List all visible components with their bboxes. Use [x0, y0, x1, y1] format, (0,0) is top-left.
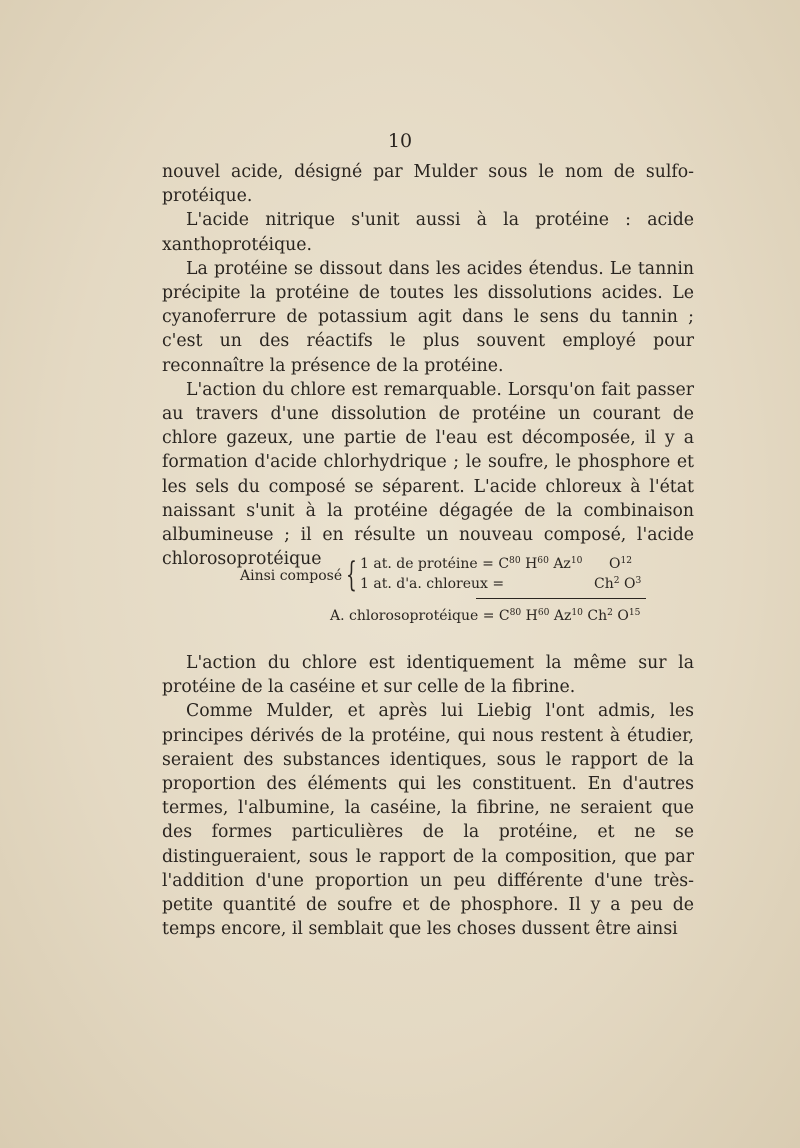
text-block-bottom — [162, 651, 694, 941]
paragraph: L'acide nitrique s'unit aussi à la protéine : acide xanthoprotéique. — [162, 210, 694, 255]
formula-oxygen-1: $O^{12}$ — [609, 556, 633, 572]
text-block-top — [162, 160, 694, 571]
page-number: 10 — [387, 130, 413, 152]
formula-label: Ainsi composé — [240, 568, 343, 584]
formula-result: A. chlorosoprotéique = $C^{80}$ $H^{60}$ Az$^{10}$ Ch$^2$ $O^{15}$ — [330, 608, 641, 624]
paragraph: L'action du chlore est remarquable. Lorsqu'on fait passer au travers d'une dissolution de protéine un courant de chlore gazeux, une partie de l'eau est décomposée, il y a formation d'acide chlorhydrique ; le soufre, le phosphore et les sels du composé se séparent. L'acide chloreux à l'état naissant s'unit à la protéine dégagée de la combinaison albumineuse ; il en résulte un nouveau composé, l'acide chlorosoprotéique — [162, 379, 694, 570]
formula-row-proteine: 1 at. de protéine = $C^{80}$ $H^{60}$ Az$^{10}$ — [360, 556, 583, 572]
formula-row-chloreux: 1 at. d'a. chloreux = — [360, 576, 505, 592]
chemical-formula — [240, 553, 660, 633]
formula-sum-rule — [476, 598, 646, 599]
paragraph: L'action du chlore est identiquement la même sur la protéine de la caséine et sur celle de la fibrine. — [162, 653, 694, 698]
paragraph: nouvel acide, désigné par Mulder sous le nom de sulfo-protéique. — [162, 162, 694, 207]
brace-symbol: { — [346, 555, 357, 595]
paragraph: La protéine se dissout dans les acides étendus. Le tannin précipite la protéine de toutes les dissolutions acides. Le cyanoferrure de potassium agit dans le sens du tannin ; c'est un des réactifs le plus souvent employé pour reconnaître la présence de la protéine. — [162, 258, 694, 376]
formula-chlorine-2: Ch$^2$ $O^3$ — [594, 576, 642, 592]
paragraph: Comme Mulder, et après lui Liebig l'ont admis, les principes dérivés de la protéine, qui nous restent à étudier, seraient des substances identiques, sous le rapport de la proportion des éléments qui les constituent. En d'autres termes, l'albumine, la caséine, la fibrine, ne seraient que des formes particulières de la protéine, et ne se distingueraient, sous le rapport de la composition, que par l'addition d'une proportion un peu différente d'une très-petite quantité de soufre et de phosphore. Il y a peu de temps encore, il semblait que les choses dussent être ainsi — [162, 701, 694, 940]
